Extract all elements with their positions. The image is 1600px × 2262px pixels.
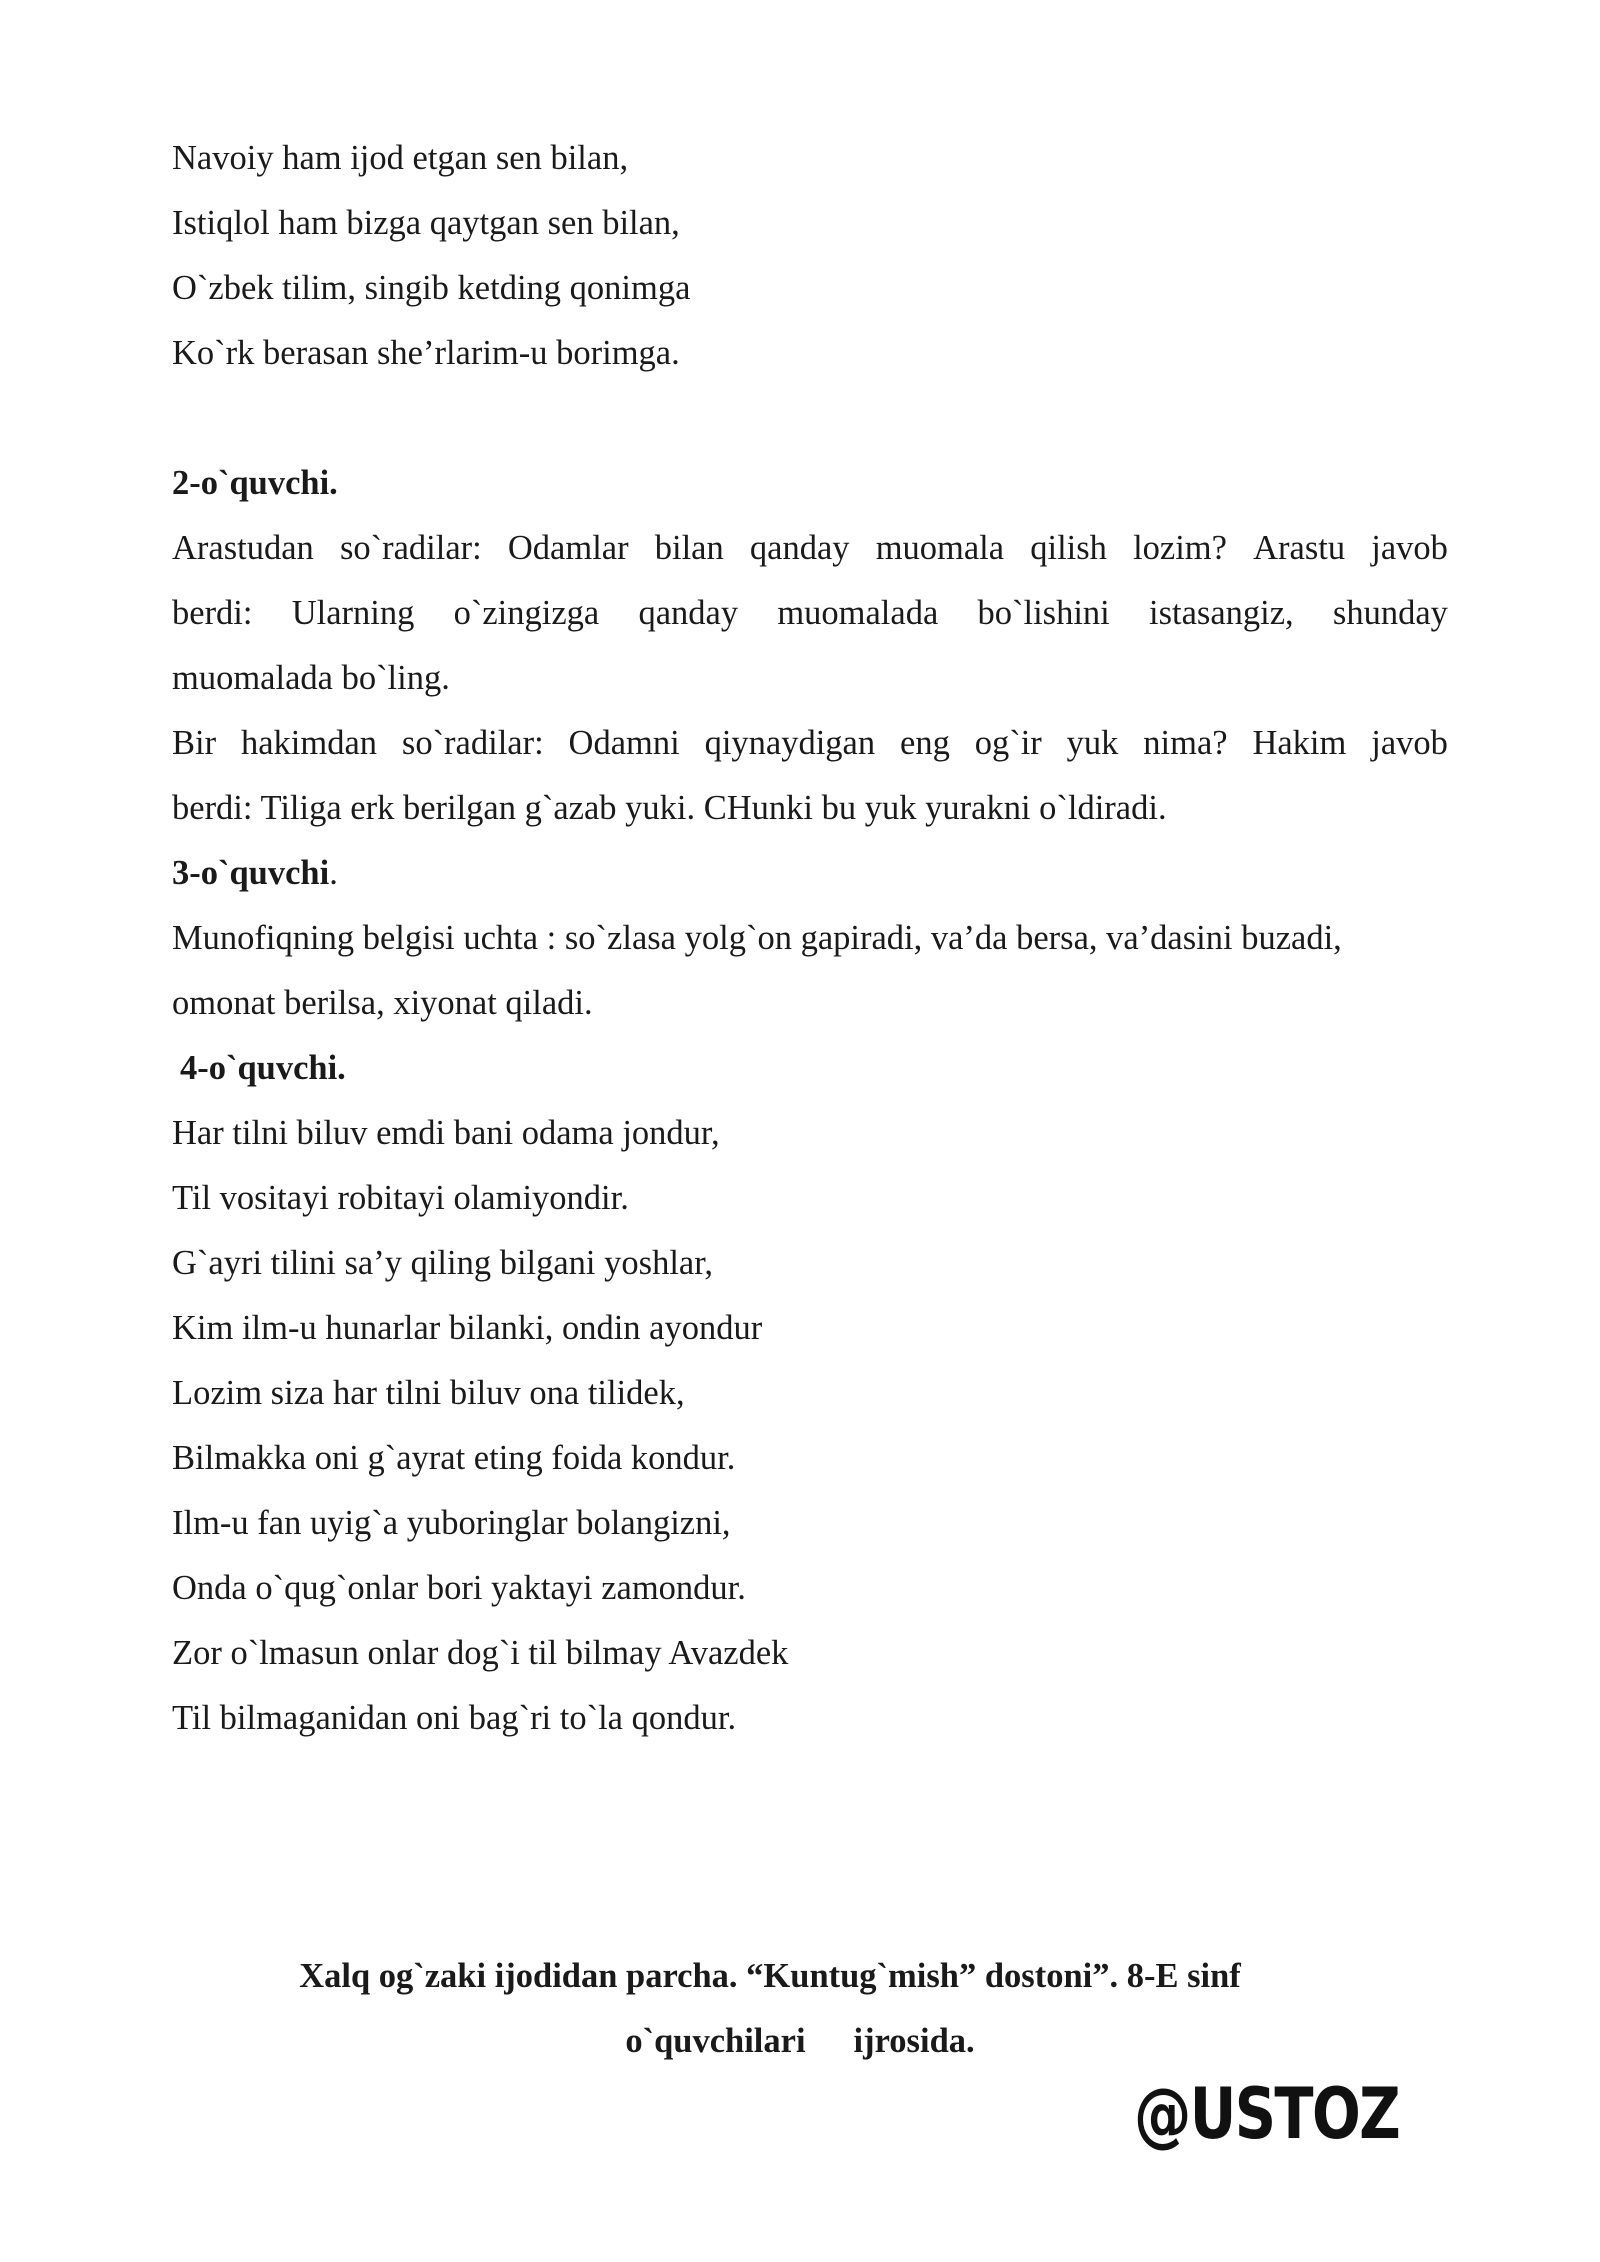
word: nima? [1143,724,1228,762]
poem-stanza-1 [172,126,1448,386]
word: eng [900,724,950,762]
poem-line: G`ayri tilini sa’y qiling bilgani yoshlar, [172,1244,713,1282]
word: o`zingizga [453,594,600,632]
closing-title-word: ijrosida. [853,2022,975,2060]
reader-2-paragraph-2 [172,711,1448,841]
word: qanday [749,529,850,567]
watermark-text: @USTOZ [1134,2073,1400,2155]
reader-3-heading-text: 3-o`quvchi [172,854,330,892]
justified-line [172,711,1448,776]
poem-line: Navoiy ham ijod etgan sen bilan, [172,139,629,177]
word: Arastudan [172,529,314,567]
word: yuk [1066,724,1119,762]
word: so`radilar: [339,529,482,567]
word: qanday [638,594,739,632]
poem-line: Lozim siza har tilni biluv ona tilidek, [172,1374,685,1412]
poem-line: Onda o`qug`onlar bori yaktayi zamondur. [172,1569,746,1607]
word: shunday [1332,594,1448,632]
poem-line: Zor o`lmasun onlar dog`i til bilmay Avazdek [172,1634,789,1672]
word: istasangiz, [1149,594,1294,632]
paragraph-line: Munofiqning belgisi uchta : so`zlasa yolg`on gapiradi, va’da bersa, va’dasini buzadi, [172,919,1342,957]
reader-2-heading: 2-o`quvchi. [172,464,338,502]
document-body [172,126,1448,1751]
poem-line: Til bilmaganidan oni bag`ri to`la qondur. [172,1699,737,1737]
word: Odamlar [507,529,629,567]
word: Odamni [568,724,680,762]
word: Arastu [1253,529,1346,567]
word: javob [1371,724,1448,762]
justified-line [172,581,1448,646]
reader-2-paragraph-1 [172,516,1448,711]
word: bo`lishini [977,594,1110,632]
closing-title-line-1: Xalq og`zaki ijodidan parcha. “Kuntug`mish” dostoni”. 8-E sinf [299,1957,1241,1995]
word: muomala [875,529,1005,567]
poem-line: Ilm-u fan uyig`a yuboringlar bolangizni, [172,1504,731,1542]
ustoz-watermark [1128,2068,1448,2160]
word: muomalada [777,594,939,632]
justified-line [172,516,1448,581]
word: bilan [654,529,724,567]
word: hakimdan [240,724,378,762]
paragraph-line: berdi: Tiliga erk berilgan g`azab yuki. CHunki bu yuk yurakni o`ldiradi. [172,789,1167,827]
word: so`radilar: [401,724,544,762]
closing-title [0,1944,1600,2074]
poem-line: Til vositayi robitayi olamiyondir. [172,1179,629,1217]
poem-stanza-2 [172,1101,1448,1751]
reader-3-paragraph [172,906,1448,1036]
poem-line: Bilmakka oni g`ayrat eting foida kondur. [172,1439,736,1477]
word: lozim? [1133,529,1227,567]
poem-line: Har tilni biluv emdi bani odama jondur, [172,1114,720,1152]
paragraph-line: omonat berilsa, xiyonat qiladi. [172,984,593,1022]
poem-line: Kim ilm-u hunarlar bilanki, ondin ayondur [172,1309,763,1347]
poem-line: Ko`rk berasan she’rlarim-u borimga. [172,334,680,372]
word: javob [1371,529,1448,567]
word: qiynaydigan [704,724,876,762]
closing-title-word: o`quvchilari [625,2022,806,2060]
poem-line: Istiqlol ham bizga qaytgan sen bilan, [172,204,680,242]
blank-line [172,386,1448,451]
poem-line: O`zbek tilim, singib ketding qonimga [172,269,691,307]
reader-3-heading [172,841,1448,906]
reader-3-heading-dot: . [329,854,338,892]
paragraph-line: muomalada bo`ling. [172,659,450,697]
closing-title-line-2 [0,2009,1600,2074]
word: Bir [172,724,217,762]
word: Hakim [1252,724,1347,762]
reader-4-heading: 4-o`quvchi. [180,1049,346,1087]
word: Ularning [291,594,415,632]
word: berdi: [172,594,253,632]
word: og`ir [974,724,1042,762]
word: qilish [1030,529,1107,567]
